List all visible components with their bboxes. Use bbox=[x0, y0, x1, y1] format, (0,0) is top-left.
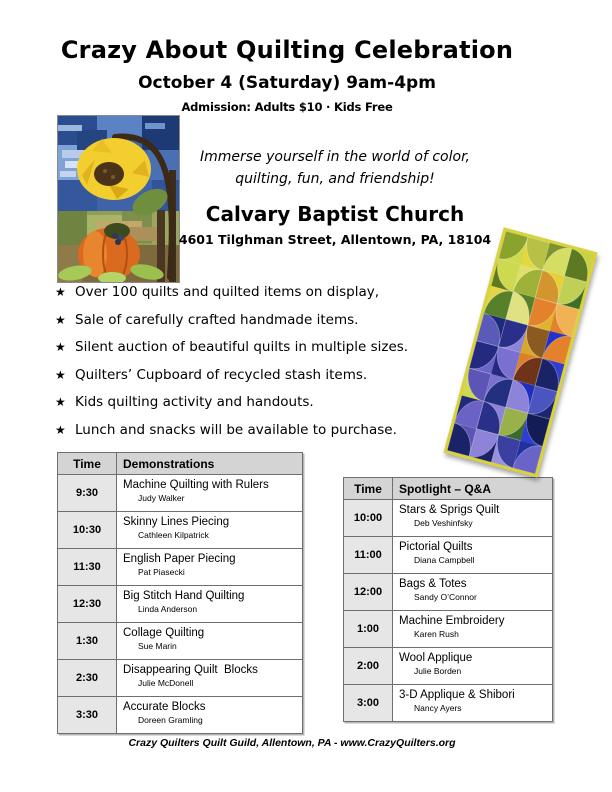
table-row bbox=[344, 500, 553, 537]
page-title: Crazy About Quilting Celebration bbox=[60, 36, 514, 64]
table-header-row bbox=[344, 478, 553, 500]
session-topic: Big Stitch Hand Quilting bbox=[123, 590, 245, 602]
session-time: 10:00 bbox=[344, 500, 393, 537]
session-topic: Bags & Totes bbox=[399, 578, 467, 590]
intro-text bbox=[180, 146, 490, 190]
admission-line: Admission: Adults $10 · Kids Free bbox=[181, 100, 393, 114]
spotlight-column-header: Spotlight – Q&A bbox=[393, 478, 553, 500]
star-icon: ★ bbox=[55, 285, 66, 299]
event-date: October 4 (Saturday) 9am-4pm bbox=[138, 73, 436, 93]
star-icon: ★ bbox=[55, 340, 66, 354]
session-presenter: Deb Veshinfsky bbox=[414, 518, 473, 528]
table-row bbox=[344, 685, 553, 722]
table-row bbox=[58, 586, 303, 623]
session-topic: Pictorial Quilts bbox=[399, 541, 473, 553]
session-time: 3:30 bbox=[58, 697, 117, 734]
session-topic: English Paper Piecing bbox=[123, 553, 236, 565]
session-presenter: Nancy Ayers bbox=[414, 703, 462, 713]
footer-credit: Crazy Quilters Quilt Guild, Allentown, PA - www.CrazyQuilters.org bbox=[128, 737, 456, 749]
star-icon: ★ bbox=[55, 367, 66, 382]
table-row bbox=[344, 537, 553, 574]
star-icon: ★ bbox=[55, 395, 66, 409]
table-row bbox=[344, 611, 553, 648]
time-column-header: Time bbox=[58, 453, 117, 475]
table-row bbox=[344, 574, 553, 611]
demonstrations-column-header: Demonstrations bbox=[117, 453, 303, 475]
table-row bbox=[58, 549, 303, 586]
time-column-header: Time bbox=[344, 478, 393, 500]
session-topic: Skinny Lines Piecing bbox=[123, 516, 230, 528]
venue-name: Calvary Baptist Church bbox=[205, 202, 465, 226]
session-time: 12:30 bbox=[58, 586, 117, 623]
intro-line-1: Immerse yourself in the world of color, bbox=[199, 149, 470, 165]
list-item bbox=[55, 307, 475, 335]
list-item-text: Silent auction of beautiful quilts in multiple sizes. bbox=[75, 339, 409, 355]
session-time: 11:00 bbox=[344, 537, 393, 574]
session-topic: Collage Quilting bbox=[123, 627, 205, 639]
intro-line-2: quilting, fun, and friendship! bbox=[235, 171, 435, 187]
curved-quilt-svg bbox=[447, 231, 594, 474]
list-item-text: Over 100 quilts and quilted items on display, bbox=[75, 284, 380, 300]
session-time: 1:30 bbox=[58, 623, 117, 660]
session-topic: Stars & Sprigs Quilt bbox=[399, 504, 500, 516]
session-time: 1:00 bbox=[344, 611, 393, 648]
list-item bbox=[55, 389, 475, 417]
session-time: 10:30 bbox=[58, 512, 117, 549]
table-row bbox=[58, 623, 303, 660]
table-row bbox=[344, 648, 553, 685]
session-presenter: Diana Campbell bbox=[414, 555, 475, 565]
list-item-text: Lunch and snacks will be available to purchase. bbox=[75, 421, 397, 438]
session-time: 2:00 bbox=[344, 648, 393, 685]
venue-address: 4601 Tilghman Street, Allentown, PA, 18104 bbox=[178, 232, 492, 247]
table-row bbox=[58, 475, 303, 512]
spotlight-table bbox=[343, 477, 553, 722]
session-presenter: Pat Piasecki bbox=[138, 567, 185, 577]
table-row bbox=[58, 512, 303, 549]
list-item bbox=[55, 417, 475, 445]
session-topic: Accurate Blocks bbox=[123, 701, 206, 713]
session-presenter: Doreen Gramling bbox=[138, 715, 203, 725]
star-icon: ★ bbox=[55, 312, 66, 327]
star-icon: ★ bbox=[55, 422, 66, 437]
session-presenter: Judy Walker bbox=[138, 493, 185, 503]
list-item bbox=[55, 334, 475, 362]
session-presenter: Sandy O’Connor bbox=[414, 592, 477, 602]
session-topic: Machine Quilting with Rulers bbox=[123, 479, 269, 491]
session-topic: 3-D Applique & Shibori bbox=[399, 689, 515, 701]
session-presenter: Julie McDonell bbox=[138, 678, 194, 688]
session-topic: Wool Applique bbox=[399, 652, 473, 664]
session-presenter: Sue Marin bbox=[138, 641, 177, 651]
table-row bbox=[58, 697, 303, 734]
session-topic: Disappearing Quilt Blocks bbox=[123, 664, 258, 676]
session-topic: Machine Embroidery bbox=[399, 615, 505, 627]
flyer-header bbox=[0, 34, 574, 114]
list-item-text: Kids quilting activity and handouts. bbox=[75, 394, 314, 410]
session-time: 11:30 bbox=[58, 549, 117, 586]
list-item-text: Sale of carefully crafted handmade items. bbox=[75, 311, 359, 328]
list-item-text: Quilters’ Cupboard of recycled stash items. bbox=[75, 366, 368, 383]
session-time: 12:00 bbox=[344, 574, 393, 611]
list-item bbox=[55, 279, 475, 307]
session-presenter: Karen Rush bbox=[414, 629, 459, 639]
session-presenter: Cathleen Kilpatrick bbox=[138, 530, 209, 540]
session-presenter: Linda Anderson bbox=[138, 604, 198, 614]
venue-block bbox=[172, 202, 498, 247]
session-time: 9:30 bbox=[58, 475, 117, 512]
session-time: 2:30 bbox=[58, 660, 117, 697]
demonstrations-table bbox=[57, 452, 303, 734]
table-header-row bbox=[58, 453, 303, 475]
list-item bbox=[55, 362, 475, 390]
sunflower-pumpkin-quilt-image bbox=[57, 115, 180, 283]
highlights-list bbox=[55, 279, 475, 444]
session-presenter: Julie Borden bbox=[414, 666, 462, 676]
session-time: 3:00 bbox=[344, 685, 393, 722]
table-row bbox=[58, 660, 303, 697]
